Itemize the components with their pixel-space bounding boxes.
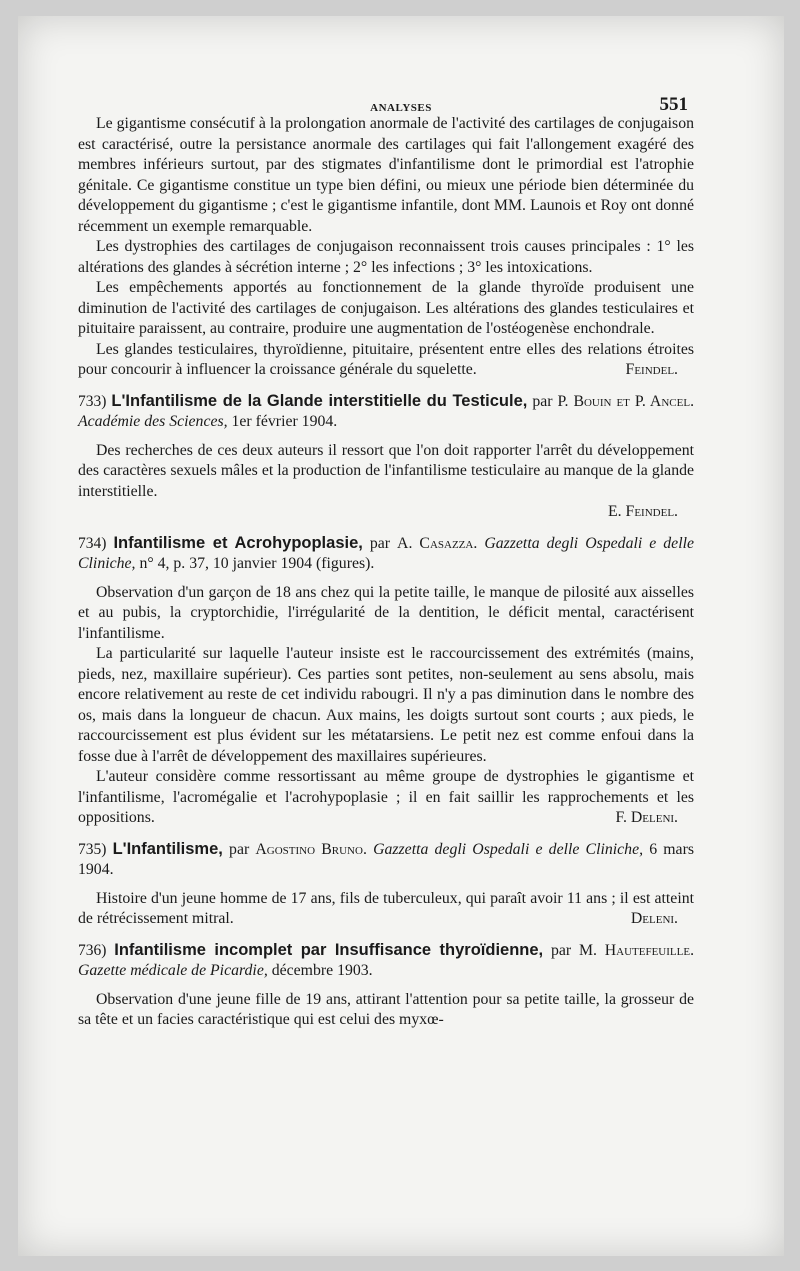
intro-paragraph <box>78 340 694 381</box>
entry-source: Gazzetta degli Ospedali e delle Cliniche, <box>78 534 694 572</box>
signature: F. Deleni. <box>615 809 678 826</box>
entry-body <box>78 889 694 930</box>
entry-title: Infantilisme et Acrohypoplasie, <box>113 533 363 552</box>
entry-title: L'Infantilisme, <box>112 839 223 858</box>
entry-by: par <box>532 392 553 410</box>
entry-author: A. Casazza. <box>397 534 478 552</box>
abstract-heading-735 <box>78 839 694 881</box>
entry-title: Infantilisme incomplet par Insuffisance thyroïdienne, <box>114 940 544 959</box>
entry-body: Des recherches de ces deux auteurs il ressort que l'on doit rapporter l'arrêt du développement des caractères sexuels mâles et la production de l'infantilisme testiculaire au manque de la glande interstitielle. <box>78 441 694 500</box>
running-head: ANALYSES <box>370 102 432 114</box>
entry-date: décembre 1903. <box>271 962 373 979</box>
signature: Deleni. <box>630 910 678 927</box>
signature: Feindel. <box>625 361 678 378</box>
entry-date: 1er février 1904. <box>231 413 338 430</box>
article-text <box>78 114 694 1031</box>
entry-body-text: Histoire d'un jeune homme de 17 ans, fils de tuberculeux, qui paraît avoir 11 ans ; il est atteint de rétrécissement mitral. <box>78 889 694 927</box>
entry-body <box>78 767 694 829</box>
entry-body-text: L'auteur considère comme ressortissant au même groupe de dystrophies le gigantisme et l'infantilisme, l'acromégalie et l'acrohypoplasie ; il en fait saillir les rapprochements et les oppositions. <box>78 768 694 826</box>
entry-number: 734) <box>78 534 107 552</box>
signature: E. Feindel. <box>608 503 678 520</box>
entry-author: Agostino Bruno. <box>255 840 367 858</box>
entry-body: Observation d'un garçon de 18 ans chez qui la petite taille, le manque de pilosité aux aisselles et au pubis, la cryptorchidie, l'irrégularité de la dentition, le déficit mental, caractérisent l'infantilisme. <box>78 583 694 642</box>
entry-number: 733) <box>78 392 107 410</box>
abstract-heading-734 <box>78 533 694 575</box>
entry-by: par <box>369 534 391 552</box>
entry-body: La particularité sur laquelle l'auteur insiste est le raccourcissement des extrémités (mains, pieds, nez, maxillaire supérieur). Ces parties sont petites, non-seulement au sens absolu, mais encore relativement au reste de cet individu rabougri. Il n'y a pas diminution dans le nombre des os, mais dans la longueur de chacun. Aux mains, les doigts surtout sont courts ; aux pieds, le raccourcissement est plus évident sur les métatarsiens. Le petit nez est comme enfoui dans la fosse due à l'arrêt de développement des maxillaires supérieures. <box>78 645 694 765</box>
intro-paragraph: Les empêchements apportés au fonctionnement de la glande thyroïde produisent une diminution de l'activité des cartilages de conjugaison. Les altérations des glandes testiculaires et pituitaire paraissent, au contraire, produire une augmentation de l'ostéogenèse enchondrale. <box>78 279 694 337</box>
entry-source: Gazzetta degli Ospedali e delle Cliniche, <box>373 840 644 858</box>
abstract-heading-736 <box>78 940 694 982</box>
entry-by: par <box>229 840 250 858</box>
page-number: 551 <box>659 94 688 115</box>
intro-paragraph-text: Les glandes testiculaires, thyroïdienne, pituitaire, présentent entre elles des relations étroites pour concourir à influencer la croissance générale du squelette. <box>78 340 694 378</box>
entry-author: P. Bouin et P. Ancel. <box>557 392 695 410</box>
entry-title: L'Infantilisme de la Glande interstitielle du Testicule, <box>111 391 528 410</box>
entry-date: 6 mars 1904. <box>78 840 694 878</box>
entry-number: 736) <box>78 941 107 959</box>
entry-source: Gazette médicale de Picardie, <box>78 962 268 979</box>
entry-source: Académie des Sciences, <box>78 413 228 430</box>
intro-paragraph: Le gigantisme consécutif à la prolongation anormale de l'activité des cartilages de conjugaison est caractérisé, outre la persistance anormale des cartilages qui fait l'allongement exagéré des membres inférieurs surtout, par des stigmates d'infantilisme dont le primordial est l'atrophie génitale. Ce gigantisme constitue un type bien défini, ou mieux une période bien déterminée du développement du gigantisme ; c'est le gigantisme infantile, dont MM. Launois et Roy ont donné récemment un exemple remarquable. <box>78 115 694 235</box>
abstract-heading-733 <box>78 391 694 433</box>
entry-body: Observation d'une jeune fille de 19 ans, attirant l'attention pour sa petite taille, la grosseur de sa tête et un facies caractéristique qui est celui des myxœ- <box>78 990 694 1028</box>
entry-by: par <box>550 941 572 959</box>
entry-author: M. Hautefeuille. <box>578 941 695 959</box>
intro-paragraph: Les dystrophies des cartilages de conjugaison reconnaissent trois causes principales : 1° les altérations des glandes à sécrétion interne ; 2° les infections ; 3° les intoxications. <box>78 238 694 276</box>
entry-number: 735) <box>78 840 107 858</box>
entry-date: n° 4, p. 37, 10 janvier 1904 (figures). <box>139 555 375 572</box>
